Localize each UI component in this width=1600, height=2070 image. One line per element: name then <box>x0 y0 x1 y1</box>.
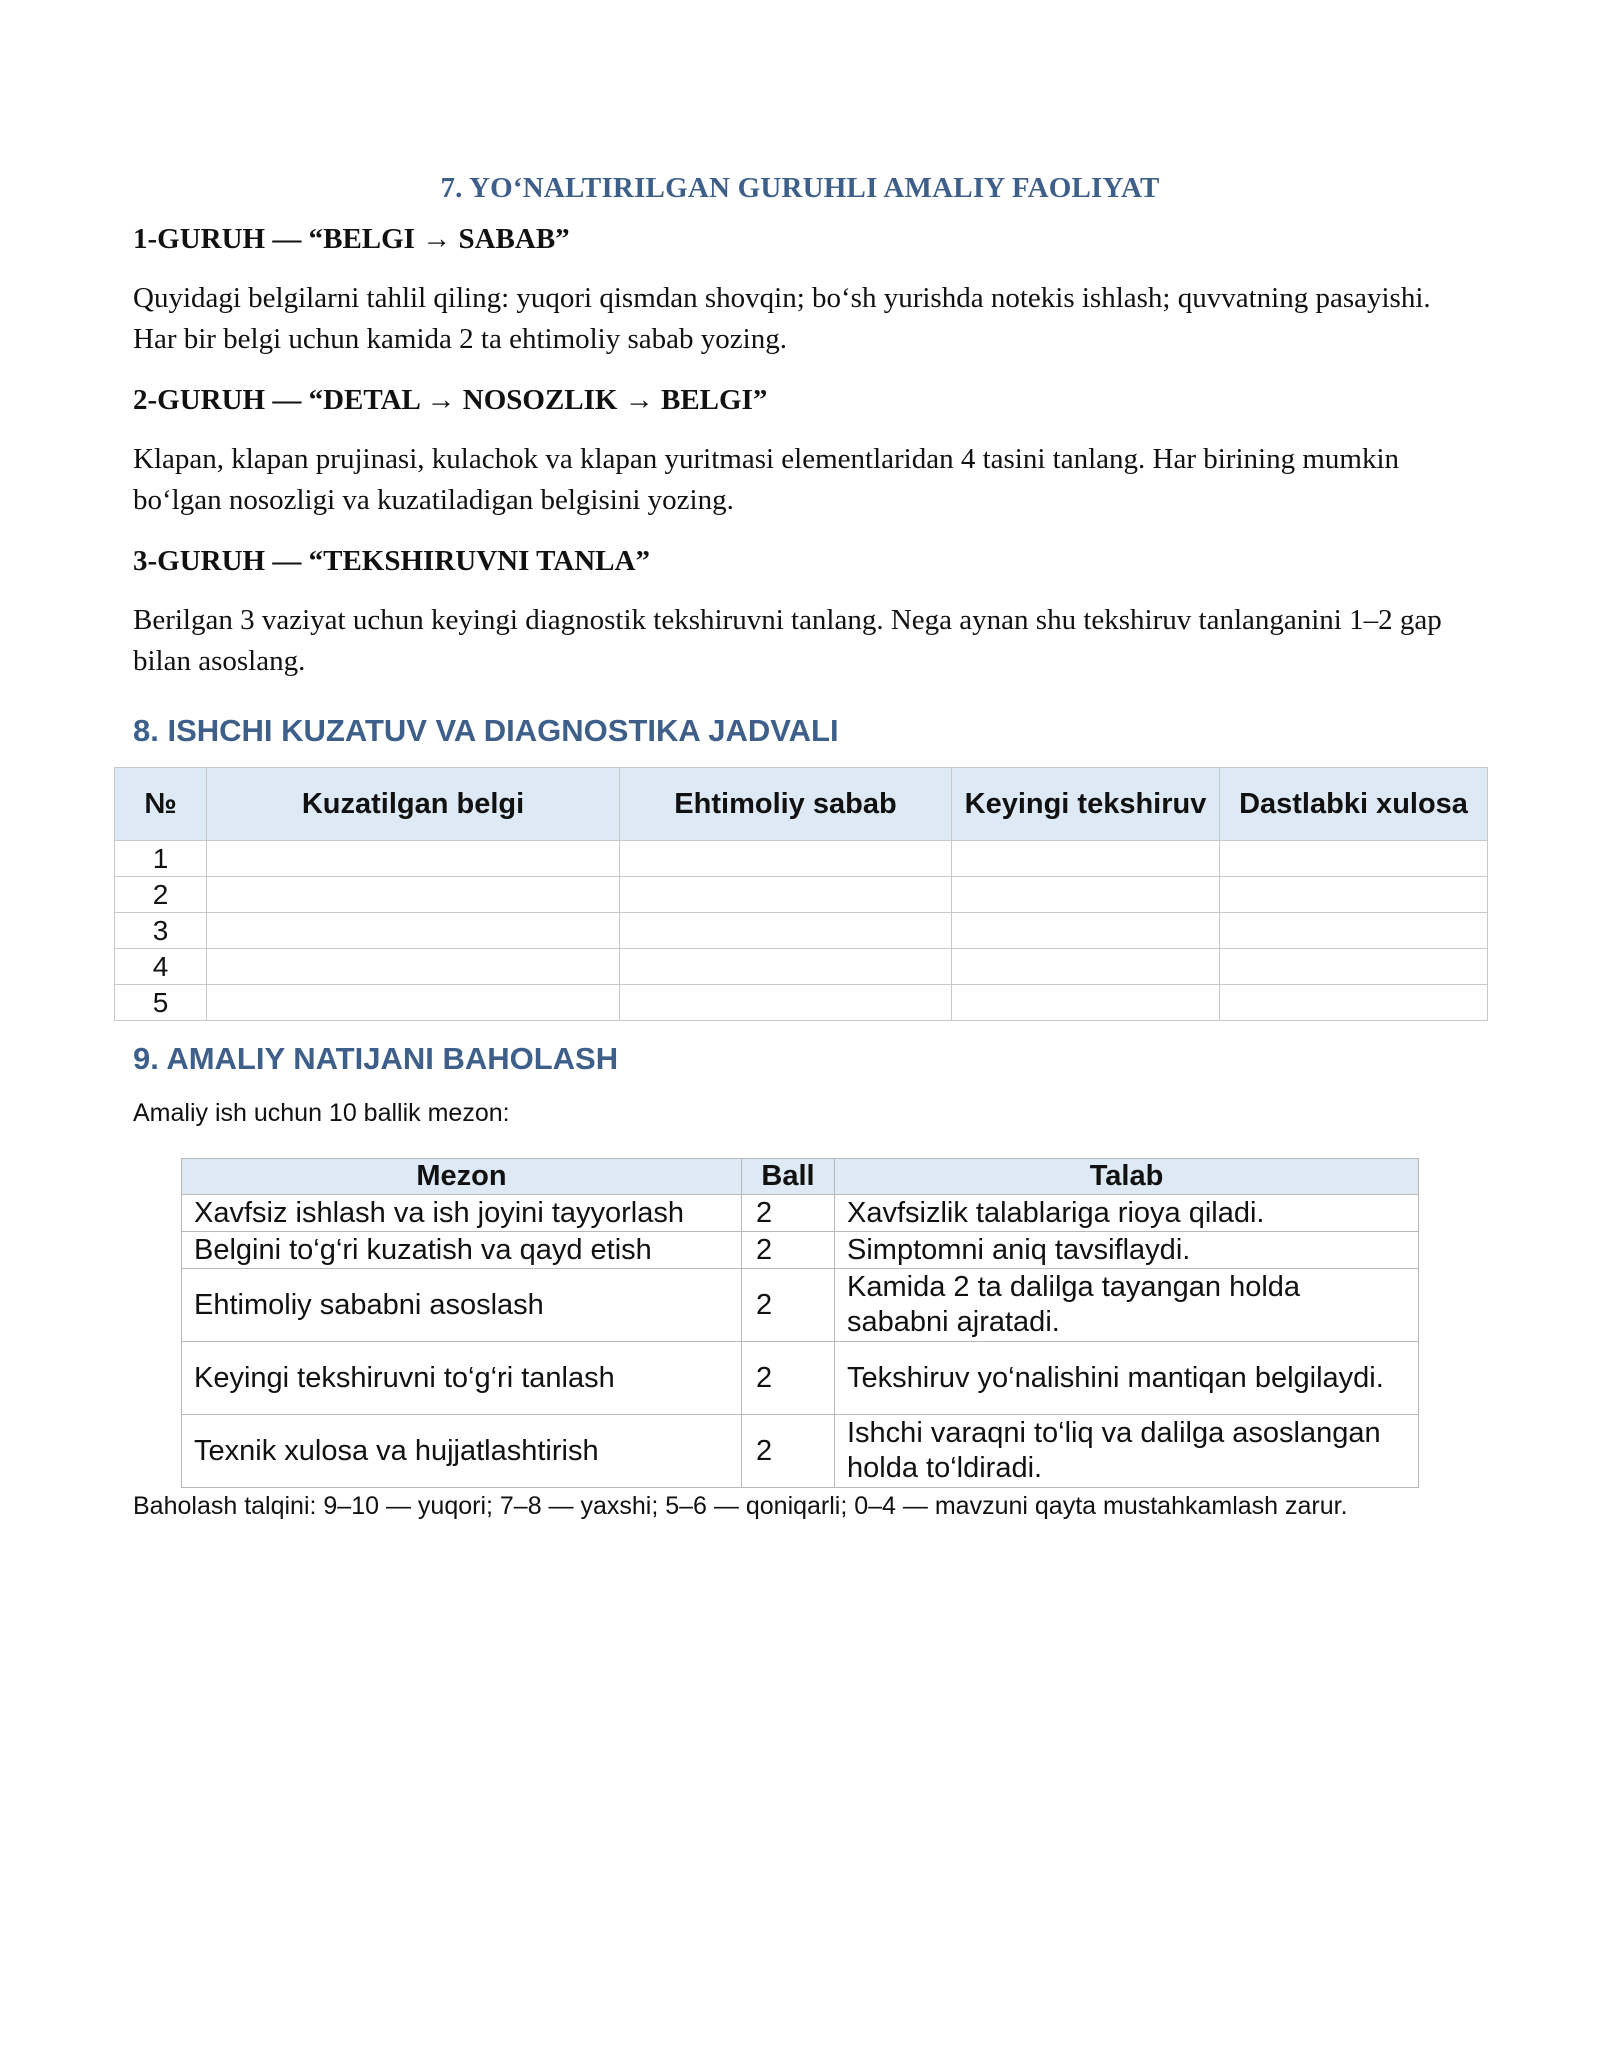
probable-cause-cell[interactable] <box>620 841 952 877</box>
criterion-cell: Keyingi tekshiruvni to‘g‘ri tanlash <box>182 1342 742 1415</box>
requirement-cell: Kamida 2 ta dalilga tayangan holda sababni ajratadi. <box>835 1269 1419 1342</box>
criterion-cell: Belgini to‘g‘ri kuzatish va qayd etish <box>182 1232 742 1269</box>
conclusion-cell[interactable] <box>1220 985 1488 1021</box>
section-7-title: 7. YO‘NALTIRILGAN GURUHLI AMALIY FAOLIYAT <box>440 172 1160 204</box>
probable-cause-cell[interactable] <box>620 949 952 985</box>
conclusion-cell[interactable] <box>1220 913 1488 949</box>
conclusion-cell[interactable] <box>1220 949 1488 985</box>
section-9-title: 9. AMALIY NATIJANI BAHOLASH <box>133 1041 619 1076</box>
table-row <box>182 1342 1419 1415</box>
group-3-title: 3-GURUH — “TEKSHIRUVNI TANLA” <box>133 545 650 577</box>
observed-sign-cell[interactable] <box>207 985 620 1021</box>
table-row <box>115 949 1488 985</box>
points-cell: 2 <box>742 1415 835 1488</box>
document-page <box>133 160 1467 1524</box>
column-header-number: № <box>115 768 207 841</box>
observed-sign-cell[interactable] <box>207 913 620 949</box>
column-header-next-check: Keyingi tekshiruv <box>952 768 1220 841</box>
row-number: 3 <box>115 913 207 949</box>
group-2-title: 2-GURUH — “DETAL → NOSOZLIK → BELGI” <box>133 384 768 416</box>
criterion-cell: Ehtimoliy sababni asoslash <box>182 1269 742 1342</box>
group-2-text: Klapan, klapan prujinasi, kulachok va klapan yuritmasi elementlaridan 4 tasini tanlang. Har birining mumkin bo‘lgan nosozligi va kuzatiladigan belgisini yozing. <box>133 443 1400 516</box>
criterion-cell: Xavfsiz ishlash va ish joyini tayyorlash <box>182 1195 742 1232</box>
next-check-cell[interactable] <box>952 841 1220 877</box>
observed-sign-cell[interactable] <box>207 841 620 877</box>
section-8-title: 8. ISHCHI KUZATUV VA DIAGNOSTIKA JADVALI <box>133 713 839 748</box>
requirement-cell: Tekshiruv yo‘nalishini mantiqan belgilaydi. <box>835 1342 1419 1415</box>
rubric-table <box>181 1158 1419 1488</box>
group-3-text: Berilgan 3 vaziyat uchun keyingi diagnostik tekshiruvni tanlang. Nega aynan shu tekshiruv tanlanganini 1–2 gap bilan asoslang. <box>133 604 1442 677</box>
row-number: 2 <box>115 877 207 913</box>
observed-sign-cell[interactable] <box>207 949 620 985</box>
row-number: 5 <box>115 985 207 1021</box>
rubric-intro: Amaliy ish uchun 10 ballik mezon: <box>133 1099 510 1127</box>
column-header-points: Ball <box>742 1159 835 1195</box>
table-row <box>115 841 1488 877</box>
requirement-cell: Xavfsizlik talablariga rioya qiladi. <box>835 1195 1419 1232</box>
table-row <box>182 1232 1419 1269</box>
next-check-cell[interactable] <box>952 949 1220 985</box>
criterion-cell: Texnik xulosa va hujjatlashtirish <box>182 1415 742 1488</box>
points-cell: 2 <box>742 1232 835 1269</box>
points-cell: 2 <box>742 1195 835 1232</box>
requirement-cell: Ishchi varaqni to‘liq va dalilga asoslangan holda to‘ldiradi. <box>835 1415 1419 1488</box>
row-number: 1 <box>115 841 207 877</box>
column-header-criterion: Mezon <box>182 1159 742 1195</box>
group-1-text: Quyidagi belgilarni tahlil qiling: yuqori qismdan shovqin; bo‘sh yurishda notekis ishlash; quvvatning pasayishi. Har bir belgi uchun kamida 2 ta ehtimoliy sabab yozing. <box>133 282 1431 355</box>
next-check-cell[interactable] <box>952 913 1220 949</box>
table-row <box>182 1415 1419 1488</box>
column-header-requirement: Talab <box>835 1159 1419 1195</box>
probable-cause-cell[interactable] <box>620 985 952 1021</box>
points-cell: 2 <box>742 1342 835 1415</box>
probable-cause-cell[interactable] <box>620 877 952 913</box>
group-1-title: 1-GURUH — “BELGI → SABAB” <box>133 223 570 255</box>
probable-cause-cell[interactable] <box>620 913 952 949</box>
table-row <box>182 1269 1419 1342</box>
column-header-observed-sign: Kuzatilgan belgi <box>207 768 620 841</box>
row-number: 4 <box>115 949 207 985</box>
diagnostics-table <box>114 767 1488 1021</box>
requirement-cell: Simptomni aniq tavsiflaydi. <box>835 1232 1419 1269</box>
conclusion-cell[interactable] <box>1220 841 1488 877</box>
column-header-preliminary-conclusion: Dastlabki xulosa <box>1220 768 1488 841</box>
conclusion-cell[interactable] <box>1220 877 1488 913</box>
table-row <box>182 1195 1419 1232</box>
table-row <box>115 913 1488 949</box>
table-header-row <box>115 768 1488 841</box>
column-header-probable-cause: Ehtimoliy sabab <box>620 768 952 841</box>
observed-sign-cell[interactable] <box>207 877 620 913</box>
grading-note: Baholash talqini: 9–10 — yuqori; 7–8 — yaxshi; 5–6 — qoniqarli; 0–4 — mavzuni qayta mustahkamlash zarur. <box>133 1492 1348 1520</box>
next-check-cell[interactable] <box>952 877 1220 913</box>
table-row <box>115 985 1488 1021</box>
points-cell: 2 <box>742 1269 835 1342</box>
table-row <box>115 877 1488 913</box>
table-header-row <box>182 1159 1419 1195</box>
next-check-cell[interactable] <box>952 985 1220 1021</box>
